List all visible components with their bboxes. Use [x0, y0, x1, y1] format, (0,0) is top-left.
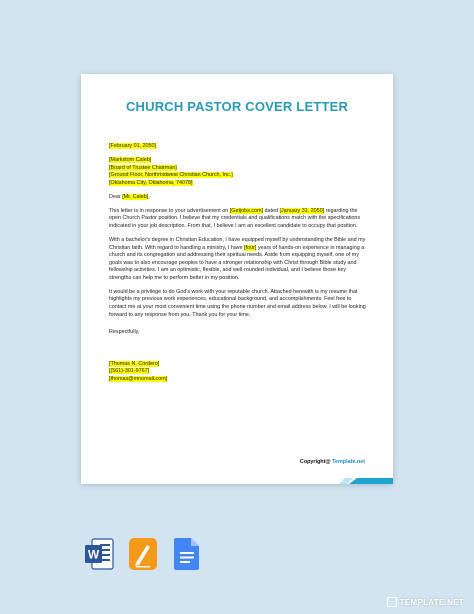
template-net-logo-icon: [387, 597, 397, 607]
salutation: Dear [Mr. Caleb],: [109, 193, 150, 200]
job-site: [Getjobs.com]: [229, 207, 264, 214]
signature-name: [Thomas N. Cordero]: [109, 360, 160, 367]
ad-date: [January 31, 2050]: [279, 207, 325, 214]
salutation-name: [Mr. Caleb]: [122, 193, 149, 200]
google-docs-icon[interactable]: [172, 536, 202, 572]
closing: Respectfully,: [109, 329, 140, 336]
years-experience: [four]: [244, 244, 257, 251]
template-net-watermark: [387, 597, 464, 607]
recipient-line: [Oklahoma City, Oklahoma, 74078]: [109, 179, 193, 186]
paragraph-2: With a bachelor's degree in Christian Education, I have equipped myself by understanding the Bible and my Christian faith. With regard to handling a ministry, I have [four] years of hands-on experience in managing a church and its congregation and addressing their spiritual needs. Aside from equipping myself, one of my goals was to also encourage peoples to have a stronger relationship with Christ through Bible study and fellowship activities. I am an optimistic, flexible, and well-rounded individual, and I believe those key strengths can help me to perform better in my position.: [109, 236, 366, 281]
recipient-line: [Markstom Caleb]: [109, 156, 152, 163]
paragraph-3: It would be a privilege to do God's work with your reputable church. Attached herewith is my resume that highlights my previous work experiences, educational background, and accomplishments. Feel free to contact me at your most convenient time using the phone number and email address below. I will be looking forward to any response from you. Thank you for your time.: [109, 288, 366, 318]
pages-icon[interactable]: [128, 536, 158, 572]
document-title: CHURCH PASTOR COVER LETTER: [125, 99, 349, 114]
watermark-text: TEMPLATE.NET: [399, 597, 464, 607]
recipient-line: [Ground Floor, Northmidwest Christian Church, Inc.]: [109, 172, 233, 179]
footer-accent-stripe: [349, 478, 393, 484]
copyright-footer: Copyright@ Template.net: [299, 459, 365, 465]
paragraph-1: This letter is in response to your advertisement on [Getjobs.com] dated [January 31, 2050] regarding the open Church Pastor position. I believe that my credentials and qualifications match with the specifications indicated in your job description. From that, I believe I am an excellent candidate to occupy that position.: [109, 207, 361, 229]
recipient-line: [Board of Trustee Chairman]: [109, 164, 177, 171]
signature-email: [thomas@mnomail.com]: [109, 376, 168, 383]
letter-body: [109, 143, 369, 390]
word-icon[interactable]: [84, 536, 114, 572]
footer-brand: Template.net: [332, 459, 365, 465]
recipient-block: [109, 157, 369, 187]
signature-phone: [(561)-301-9767]: [109, 368, 150, 375]
letter-page: [81, 74, 393, 484]
letter-date: [February 01, 2050]: [109, 143, 157, 149]
word-letter: W: [87, 547, 100, 562]
signature-block: [109, 361, 369, 384]
